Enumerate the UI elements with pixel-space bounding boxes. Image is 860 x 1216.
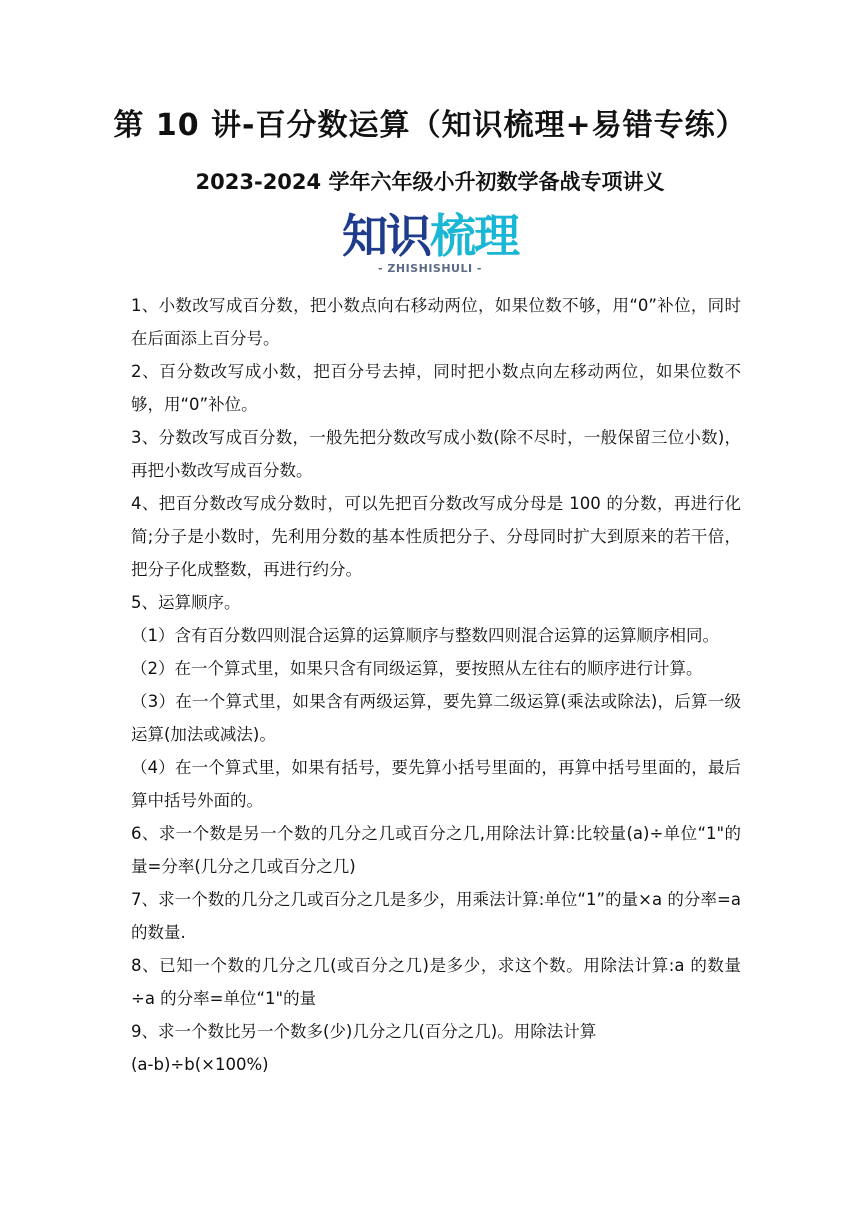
- paragraph: 3、分数改写成百分数，一般先把分数改写成小数(除不尽时，一般保留三位小数)，再把小数改写成百分数。: [131, 428, 741, 480]
- paragraph: (a-b)÷b(×100%): [131, 1055, 269, 1074]
- paragraph: 9、求一个数比另一个数多(少)几分之几(百分之几)。用除法计算: [131, 1022, 597, 1041]
- paragraph: 7、求一个数的几分之几或百分之几是多少，用乘法计算:单位“1”的量×a 的分率=a 的数量.: [131, 890, 741, 942]
- paragraph: （2）在一个算式里，如果只含有同级运算，要按照从左往右的顺序进行计算。: [131, 659, 703, 678]
- paragraph: 5、运算顺序。: [131, 593, 241, 612]
- paragraph: 8、已知一个数的几分之几(或百分之几)是多少，求这个数。用除法计算:a 的数量÷a 的分率=单位“1"的量: [131, 956, 741, 1008]
- knowledge-summary-logo: [330, 210, 530, 280]
- logo-text-part1: 知识: [342, 209, 430, 263]
- logo-text: [330, 210, 530, 262]
- page-subtitle: 2023-2024 学年六年级小升初数学备战专项讲义: [195, 170, 665, 194]
- logo-text-part2: 梳理: [430, 209, 518, 263]
- paragraph: （4）在一个算式里，如果有括号，要先算小括号里面的，再算中括号里面的，最后算中括号外面的。: [131, 758, 741, 810]
- logo-subtext: - ZHISHISHULI -: [378, 262, 482, 275]
- paragraph: 1、小数改写成百分数，把小数点向右移动两位，如果位数不够，用“0”补位，同时在后面添上百分号。: [131, 296, 741, 348]
- paragraph: 6、求一个数是另一个数的几分之几或百分之几,用除法计算:比较量(a)÷单位“1"的量=分率(几分之几或百分之几): [131, 824, 741, 876]
- paragraph: （1）含有百分数四则混合运算的运算顺序与整数四则混合运算的运算顺序相同。: [131, 626, 719, 645]
- content-body: [131, 289, 741, 1081]
- paragraph: 2、百分数改写成小数，把百分号去掉，同时把小数点向左移动两位，如果位数不够，用“0”补位。: [131, 362, 741, 414]
- paragraph: （3）在一个算式里，如果含有两级运算，要先算二级运算(乘法或除法)，后算一级运算(加法或减法)。: [131, 692, 741, 744]
- paragraph: 4、把百分数改写成分数时，可以先把百分数改写成分母是 100 的分数，再进行化简;分子是小数时，先利用分数的基本性质把分子、分母同时扩大到原来的若干倍，把分子化成整数，再进行约分。: [131, 494, 741, 579]
- page-title: 第 10 讲-百分数运算（知识梳理+易错专练）: [113, 108, 747, 143]
